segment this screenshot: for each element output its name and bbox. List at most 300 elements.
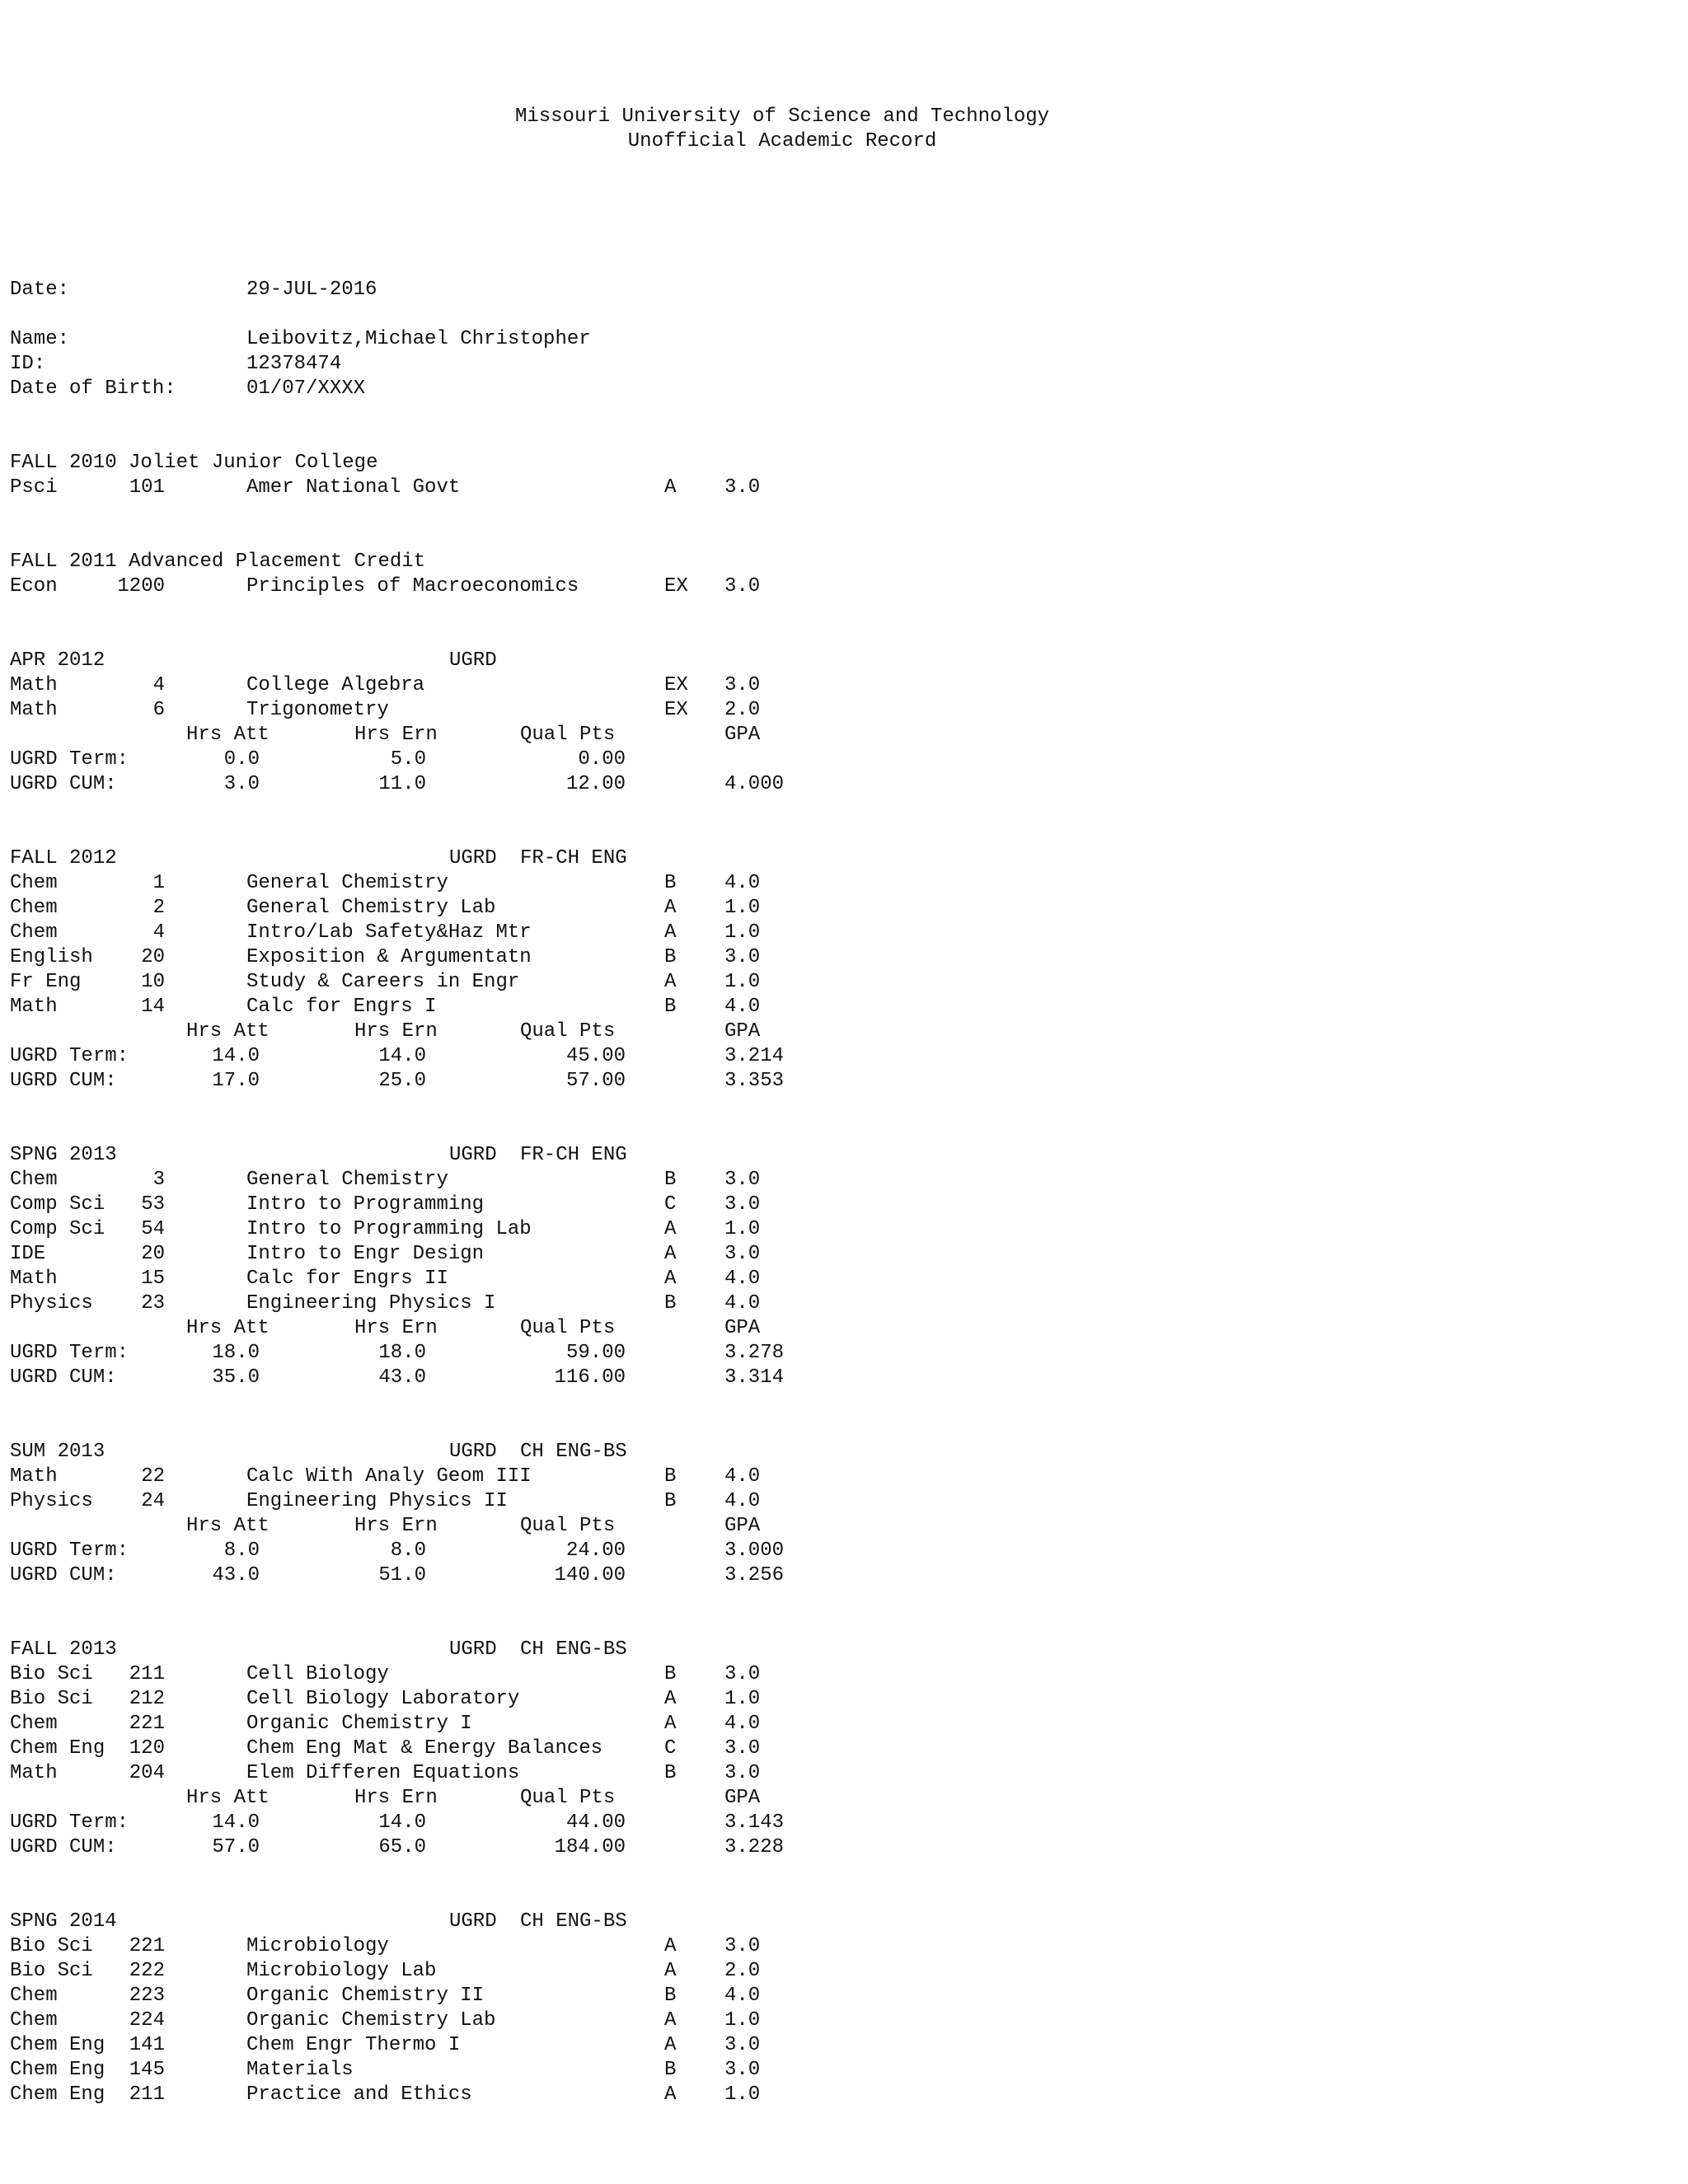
term-totals-row <box>0 748 1688 772</box>
course-title: Calc for Engrs II <box>246 1268 448 1290</box>
course-title: Principles of Macroeconomics <box>246 575 579 598</box>
course-title: Materials <box>246 2059 354 2081</box>
gpa-value: 3.256 <box>724 1564 785 1586</box>
term-program: CH ENG-BS <box>520 1910 627 1933</box>
course-title: Cell Biology <box>246 1663 389 1685</box>
course-number: 3 <box>152 1169 165 1191</box>
course-subject: Chem <box>10 2009 58 2032</box>
name-value: Leibovitz,Michael Christopher <box>246 328 591 350</box>
course-subject: Psci <box>10 476 58 499</box>
course-credits: 4.0 <box>724 1713 761 1735</box>
course-subject: Chem <box>10 921 58 944</box>
course-title: Calc With Analy Geom III <box>246 1465 532 1488</box>
totals-label: UGRD Term: <box>10 1342 129 1364</box>
course-subject: Chem <box>10 1169 58 1191</box>
term-level: UGRD <box>449 1441 497 1463</box>
course-row <box>0 476 1688 500</box>
qual-pts-value: 45.00 <box>565 1045 626 1067</box>
course-credits: 4.0 <box>724 872 761 894</box>
course-title: Organic Chemistry Lab <box>246 2009 496 2032</box>
course-grade: A <box>664 1713 677 1735</box>
course-title: Elem Differen Equations <box>246 1762 520 1784</box>
course-subject: Fr Eng <box>10 971 82 993</box>
hrs-att-header: Hrs Att <box>186 1317 270 1339</box>
course-credits: 1.0 <box>724 897 761 919</box>
hrs-att-value: 8.0 <box>223 1540 260 1562</box>
course-subject: English <box>10 946 93 968</box>
course-grade: A <box>664 1688 677 1710</box>
course-row <box>0 2058 1688 2083</box>
date-label: Date: <box>10 279 70 301</box>
course-grade: B <box>664 1169 677 1191</box>
course-subject: Comp Sci <box>10 1193 106 1216</box>
course-number: 54 <box>141 1218 165 1240</box>
course-grade: B <box>664 1985 677 2007</box>
course-number: 145 <box>129 2059 165 2081</box>
gpa-header: GPA <box>724 1020 761 1043</box>
course-number: 10 <box>141 971 165 993</box>
hrs-ern-value: 18.0 <box>378 1342 426 1364</box>
course-subject: Econ <box>10 575 58 598</box>
course-title: Engineering Physics I <box>246 1292 496 1315</box>
hrs-att-value: 18.0 <box>212 1342 260 1364</box>
hrs-ern-value: 14.0 <box>378 1045 426 1067</box>
totals-header-row <box>0 1019 1688 1044</box>
cum-totals-row <box>0 1563 1688 1588</box>
course-number: 141 <box>129 2034 165 2056</box>
course-number: 15 <box>141 1268 165 1290</box>
qual-pts-value: 140.00 <box>554 1564 626 1586</box>
course-credits: 3.0 <box>724 1935 761 1957</box>
course-subject: Chem <box>10 872 58 894</box>
course-row <box>0 896 1688 921</box>
course-credits: 2.0 <box>724 699 761 721</box>
course-title: Organic Chemistry II <box>246 1985 485 2007</box>
course-title: Chem Engr Thermo I <box>246 2034 461 2056</box>
course-title: College Algebra <box>246 674 425 696</box>
course-grade: B <box>664 1490 677 1512</box>
totals-header-row <box>0 723 1688 748</box>
course-row <box>0 921 1688 945</box>
course-number: 221 <box>129 1935 165 1957</box>
record-type: Unofficial Academic Record <box>627 130 937 152</box>
course-subject: Physics <box>10 1490 93 1512</box>
course-row <box>0 1168 1688 1193</box>
course-number: 223 <box>129 1985 165 2007</box>
qual-pts-value: 57.00 <box>565 1070 626 1092</box>
course-grade: EX <box>664 575 688 598</box>
term-heading-row <box>0 1143 1688 1168</box>
course-credits: 3.0 <box>724 476 761 499</box>
cum-totals-row <box>0 772 1688 797</box>
totals-label: UGRD CUM: <box>10 1070 117 1092</box>
course-row <box>0 1193 1688 1217</box>
hrs-ern-value: 14.0 <box>378 1811 426 1834</box>
course-subject: Chem Eng <box>10 2059 106 2081</box>
course-grade: B <box>664 2059 677 2081</box>
course-credits: 3.0 <box>724 2034 761 2056</box>
hrs-att-value: 17.0 <box>212 1070 260 1092</box>
course-number: 20 <box>141 1243 165 1265</box>
course-row <box>0 1959 1688 1984</box>
totals-label: UGRD Term: <box>10 1811 129 1834</box>
totals-header-row <box>0 1786 1688 1811</box>
course-row <box>0 1217 1688 1242</box>
term-heading: FALL 2010 Joliet Junior College <box>10 452 378 474</box>
course-row <box>0 574 1688 599</box>
date-row <box>0 278 1688 302</box>
course-grade: B <box>664 1663 677 1685</box>
hrs-att-value: 14.0 <box>212 1811 260 1834</box>
course-number: 211 <box>129 2083 165 2106</box>
course-credits: 3.0 <box>724 1663 761 1685</box>
course-number: 20 <box>141 946 165 968</box>
course-row <box>0 995 1688 1019</box>
course-number: 224 <box>129 2009 165 2032</box>
hrs-ern-header: Hrs Ern <box>354 1515 438 1537</box>
dob-value: 01/07/XXXX <box>246 377 366 400</box>
hrs-ern-header: Hrs Ern <box>354 1787 438 1809</box>
course-grade: A <box>664 1218 677 1240</box>
dob-row <box>0 377 1688 401</box>
course-subject: Bio Sci <box>10 1960 93 1982</box>
term-totals-row <box>0 1044 1688 1069</box>
qual-pts-header: Qual Pts <box>520 1020 616 1043</box>
term-heading: SPNG 2013 <box>10 1144 117 1166</box>
totals-header-row <box>0 1514 1688 1539</box>
qual-pts-value: 116.00 <box>554 1366 626 1389</box>
gpa-header: GPA <box>724 1787 761 1809</box>
course-credits: 1.0 <box>724 1688 761 1710</box>
course-row <box>0 1712 1688 1736</box>
course-grade: A <box>664 1960 677 1982</box>
course-subject: Chem Eng <box>10 2083 106 2106</box>
course-title: Study & Careers in Engr <box>246 971 520 993</box>
term-program: FR-CH ENG <box>520 1144 627 1166</box>
course-credits: 3.0 <box>724 1737 761 1760</box>
course-credits: 1.0 <box>724 1218 761 1240</box>
hrs-ern-value: 43.0 <box>378 1366 426 1389</box>
name-row <box>0 327 1688 352</box>
course-subject: Chem <box>10 1713 58 1735</box>
gpa-header: GPA <box>724 1317 761 1339</box>
gpa-value: 3.314 <box>724 1366 785 1389</box>
course-row <box>0 945 1688 970</box>
term-level: UGRD <box>449 1144 497 1166</box>
term-level: UGRD <box>449 649 497 672</box>
course-number: 221 <box>129 1713 165 1735</box>
institution-name: Missouri University of Science and Technology <box>514 105 1050 128</box>
course-grade: A <box>664 1268 677 1290</box>
course-title: Intro to Programming Lab <box>246 1218 532 1240</box>
course-credits: 3.0 <box>724 2059 761 2081</box>
course-credits: 4.0 <box>724 1292 761 1315</box>
course-grade: A <box>664 921 677 944</box>
qual-pts-value: 12.00 <box>565 773 626 795</box>
hrs-ern-value: 65.0 <box>378 1836 426 1858</box>
term-heading-row <box>0 846 1688 871</box>
course-row <box>0 698 1688 723</box>
course-title: Microbiology <box>246 1935 389 1957</box>
course-row <box>0 1267 1688 1291</box>
course-number: 1200 <box>117 575 165 598</box>
term-heading: FALL 2012 <box>10 847 117 869</box>
gpa-header: GPA <box>724 1515 761 1537</box>
id-label: ID: <box>10 353 46 375</box>
course-number: 211 <box>129 1663 165 1685</box>
course-subject: Bio Sci <box>10 1935 93 1957</box>
course-row <box>0 673 1688 698</box>
course-grade: A <box>664 2009 677 2032</box>
term-heading-row <box>0 451 1688 476</box>
course-row <box>0 2083 1688 2107</box>
term-totals-row <box>0 1341 1688 1366</box>
hrs-att-value: 14.0 <box>212 1045 260 1067</box>
course-number: 23 <box>141 1292 165 1315</box>
totals-label: UGRD CUM: <box>10 1366 117 1389</box>
course-row <box>0 1242 1688 1267</box>
term-heading: FALL 2011 Advanced Placement Credit <box>10 551 426 573</box>
course-row <box>0 1291 1688 1316</box>
course-grade: C <box>664 1737 677 1760</box>
term-totals-row <box>0 1539 1688 1563</box>
course-grade: A <box>664 2083 677 2106</box>
term-totals-row <box>0 1811 1688 1835</box>
course-subject: IDE <box>10 1243 46 1265</box>
course-title: Practice and Ethics <box>246 2083 472 2106</box>
course-grade: B <box>664 1292 677 1315</box>
course-number: 222 <box>129 1960 165 1982</box>
term-level: UGRD <box>449 847 497 869</box>
term-heading-row <box>0 1440 1688 1465</box>
gpa-value: 3.278 <box>724 1342 785 1364</box>
course-row <box>0 871 1688 896</box>
dob-label: Date of Birth: <box>10 377 176 400</box>
course-grade: B <box>664 996 677 1018</box>
course-number: 14 <box>141 996 165 1018</box>
totals-label: UGRD CUM: <box>10 1564 117 1586</box>
course-title: Trigonometry <box>246 699 389 721</box>
hrs-att-header: Hrs Att <box>186 1787 270 1809</box>
totals-label: UGRD Term: <box>10 1045 129 1067</box>
course-grade: A <box>664 971 677 993</box>
course-row <box>0 2008 1688 2033</box>
course-grade: EX <box>664 699 688 721</box>
gpa-value: 3.000 <box>724 1540 785 1562</box>
totals-label: UGRD CUM: <box>10 1836 117 1858</box>
qual-pts-value: 184.00 <box>554 1836 626 1858</box>
course-credits: 4.0 <box>724 996 761 1018</box>
gpa-value: 3.143 <box>724 1811 785 1834</box>
hrs-ern-value: 5.0 <box>390 748 426 771</box>
gpa-value: 4.000 <box>724 773 785 795</box>
course-row <box>0 1984 1688 2008</box>
qual-pts-header: Qual Pts <box>520 724 616 746</box>
hrs-att-value: 35.0 <box>212 1366 260 1389</box>
course-number: 2 <box>152 897 165 919</box>
course-credits: 4.0 <box>724 1985 761 2007</box>
course-grade: B <box>664 1762 677 1784</box>
term-program: FR-CH ENG <box>520 847 627 869</box>
course-subject: Math <box>10 699 58 721</box>
course-title: General Chemistry Lab <box>246 897 496 919</box>
hrs-att-value: 0.0 <box>223 748 260 771</box>
cum-totals-row <box>0 1835 1688 1860</box>
gpa-value: 3.228 <box>724 1836 785 1858</box>
course-number: 1 <box>152 872 165 894</box>
course-number: 4 <box>152 674 165 696</box>
term-program: CH ENG-BS <box>520 1441 627 1463</box>
course-grade: B <box>664 872 677 894</box>
id-row <box>0 352 1688 377</box>
course-grade: EX <box>664 674 688 696</box>
course-credits: 3.0 <box>724 1169 761 1191</box>
course-title: Microbiology Lab <box>246 1960 437 1982</box>
course-title: Exposition & Argumentatn <box>246 946 532 968</box>
term-heading: APR 2012 <box>10 649 106 672</box>
course-number: 22 <box>141 1465 165 1488</box>
totals-header-row <box>0 1316 1688 1341</box>
gpa-value: 3.353 <box>724 1070 785 1092</box>
course-number: 53 <box>141 1193 165 1216</box>
hrs-att-value: 43.0 <box>212 1564 260 1586</box>
course-subject: Chem <box>10 1985 58 2007</box>
course-credits: 4.0 <box>724 1465 761 1488</box>
term-program: CH ENG-BS <box>520 1638 627 1661</box>
course-row <box>0 1489 1688 1514</box>
course-title: Organic Chemistry I <box>246 1713 472 1735</box>
course-credits: 4.0 <box>724 1490 761 1512</box>
cum-totals-row <box>0 1069 1688 1094</box>
course-credits: 3.0 <box>724 946 761 968</box>
gpa-value: 3.214 <box>724 1045 785 1067</box>
hrs-ern-value: 25.0 <box>378 1070 426 1092</box>
course-grade: A <box>664 1243 677 1265</box>
qual-pts-value: 59.00 <box>565 1342 626 1364</box>
course-subject: Math <box>10 1465 58 1488</box>
course-row <box>0 1736 1688 1761</box>
term-heading-row <box>0 1638 1688 1662</box>
qual-pts-header: Qual Pts <box>520 1317 616 1339</box>
hrs-att-header: Hrs Att <box>186 1515 270 1537</box>
course-subject: Bio Sci <box>10 1688 93 1710</box>
course-title: Calc for Engrs I <box>246 996 437 1018</box>
course-row <box>0 1761 1688 1786</box>
course-credits: 1.0 <box>724 971 761 993</box>
course-row <box>0 1662 1688 1687</box>
course-credits: 3.0 <box>724 1762 761 1784</box>
course-row <box>0 970 1688 995</box>
qual-pts-value: 0.00 <box>578 748 626 771</box>
name-label: Name: <box>10 328 70 350</box>
date-value: 29-JUL-2016 <box>246 279 377 301</box>
course-title: Cell Biology Laboratory <box>246 1688 520 1710</box>
term-heading-row <box>0 649 1688 673</box>
qual-pts-header: Qual Pts <box>520 1787 616 1809</box>
course-grade: A <box>664 476 677 499</box>
term-heading-row <box>0 1910 1688 1934</box>
id-value: 12378474 <box>246 353 342 375</box>
course-title: Chem Eng Mat & Energy Balances <box>246 1737 603 1760</box>
totals-label: UGRD Term: <box>10 1540 129 1562</box>
course-credits: 3.0 <box>724 1243 761 1265</box>
course-subject: Math <box>10 1268 58 1290</box>
cum-totals-row <box>0 1366 1688 1390</box>
course-number: 6 <box>152 699 165 721</box>
term-level: UGRD <box>449 1638 497 1661</box>
term-heading: SUM 2013 <box>10 1441 106 1463</box>
course-title: General Chemistry <box>246 872 448 894</box>
course-grade: A <box>664 1935 677 1957</box>
course-subject: Chem Eng <box>10 1737 106 1760</box>
hrs-att-header: Hrs Att <box>186 1020 270 1043</box>
course-credits: 3.0 <box>724 674 761 696</box>
course-row <box>0 1465 1688 1489</box>
course-number: 4 <box>152 921 165 944</box>
course-row <box>0 2033 1688 2058</box>
term-heading-row <box>0 550 1688 574</box>
course-number: 212 <box>129 1688 165 1710</box>
course-subject: Chem <box>10 897 58 919</box>
course-row <box>0 1934 1688 1959</box>
course-title: Engineering Physics II <box>246 1490 508 1512</box>
course-grade: C <box>664 1193 677 1216</box>
course-subject: Chem Eng <box>10 2034 106 2056</box>
qual-pts-value: 44.00 <box>565 1811 626 1834</box>
totals-label: UGRD CUM: <box>10 773 117 795</box>
course-number: 101 <box>129 476 165 499</box>
course-number: 204 <box>129 1762 165 1784</box>
course-subject: Math <box>10 674 58 696</box>
qual-pts-value: 24.00 <box>565 1540 626 1562</box>
course-number: 120 <box>129 1737 165 1760</box>
term-heading: FALL 2013 <box>10 1638 117 1661</box>
hrs-ern-header: Hrs Ern <box>354 1317 438 1339</box>
qual-pts-header: Qual Pts <box>520 1515 616 1537</box>
term-heading: SPNG 2014 <box>10 1910 117 1933</box>
course-subject: Physics <box>10 1292 93 1315</box>
hrs-ern-value: 51.0 <box>378 1564 426 1586</box>
totals-label: UGRD Term: <box>10 748 129 771</box>
hrs-att-value: 3.0 <box>223 773 260 795</box>
course-title: Amer National Govt <box>246 476 461 499</box>
hrs-ern-value: 8.0 <box>390 1540 426 1562</box>
course-subject: Math <box>10 996 58 1018</box>
course-grade: A <box>664 897 677 919</box>
course-number: 24 <box>141 1490 165 1512</box>
hrs-ern-header: Hrs Ern <box>354 1020 438 1043</box>
course-credits: 1.0 <box>724 2009 761 2032</box>
course-credits: 3.0 <box>724 1193 761 1216</box>
hrs-ern-value: 11.0 <box>378 773 426 795</box>
course-subject: Math <box>10 1762 58 1784</box>
hrs-att-value: 57.0 <box>212 1836 260 1858</box>
course-title: Intro to Programming <box>246 1193 485 1216</box>
course-title: General Chemistry <box>246 1169 448 1191</box>
course-credits: 1.0 <box>724 2083 761 2106</box>
course-grade: B <box>664 946 677 968</box>
course-credits: 2.0 <box>724 1960 761 1982</box>
course-credits: 3.0 <box>724 575 761 598</box>
course-title: Intro to Engr Design <box>246 1243 485 1265</box>
course-row <box>0 1687 1688 1712</box>
hrs-att-header: Hrs Att <box>186 724 270 746</box>
course-credits: 1.0 <box>724 921 761 944</box>
gpa-header: GPA <box>724 724 761 746</box>
term-level: UGRD <box>449 1910 497 1933</box>
course-credits: 4.0 <box>724 1268 761 1290</box>
course-grade: A <box>664 2034 677 2056</box>
